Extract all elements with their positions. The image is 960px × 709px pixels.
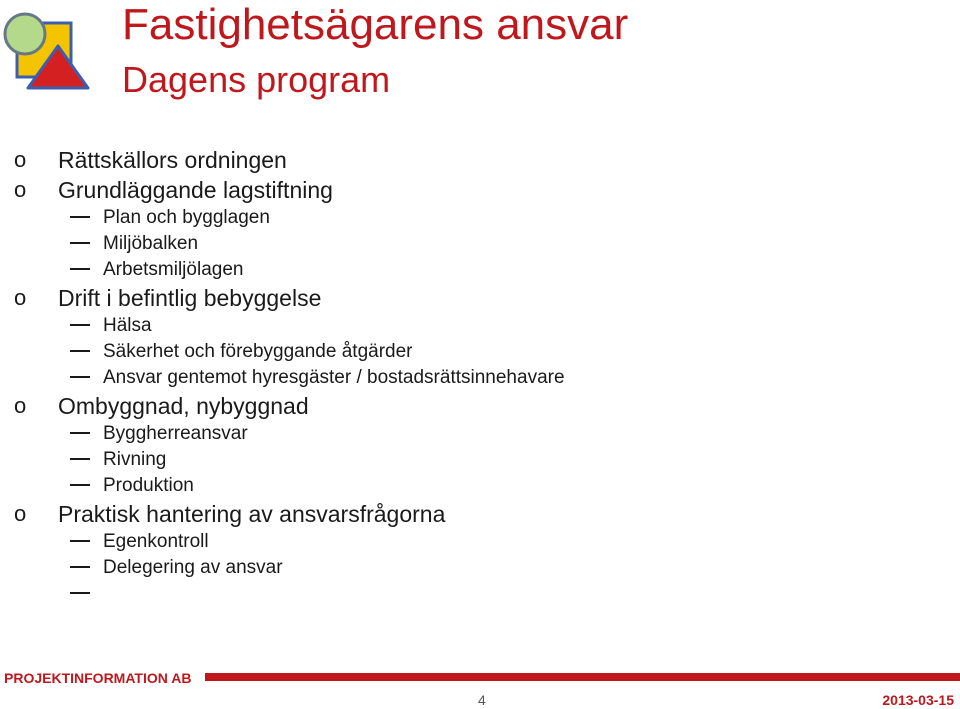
slide-subtitle: Dagens program — [122, 59, 391, 100]
agenda-item-text: Hälsa — [103, 315, 152, 336]
footer-divider-bar — [205, 673, 960, 681]
agenda-item-text: Drift i befintlig bebyggelse — [58, 285, 322, 311]
agenda-subitem — [0, 338, 960, 364]
agenda-item-text: Rivning — [103, 449, 167, 470]
dash-bullet-icon — [70, 350, 90, 352]
dash-bullet-icon — [70, 484, 90, 486]
agenda-subitem — [0, 364, 960, 390]
agenda-subitem — [0, 420, 960, 446]
agenda-subitem — [0, 204, 960, 230]
dash-bullet-icon — [70, 268, 90, 270]
dash-bullet-icon — [70, 540, 90, 542]
circle-bullet-icon: o — [14, 393, 27, 418]
agenda-subitem — [0, 446, 960, 472]
dash-bullet-icon — [70, 458, 90, 460]
agenda-item — [0, 282, 960, 312]
agenda-item — [0, 390, 960, 420]
agenda-item-text: Rättskällors ordningen — [58, 147, 287, 173]
circle-bullet-icon: o — [14, 147, 27, 172]
agenda-subitem — [0, 472, 960, 498]
agenda-item-text: Produktion — [103, 475, 194, 496]
shapes-logo-icon — [0, 4, 95, 94]
agenda-item — [0, 144, 960, 174]
agenda-list — [0, 144, 960, 606]
dash-bullet-icon — [70, 592, 90, 594]
dash-bullet-icon — [70, 432, 90, 434]
agenda-item-text: Miljöbalken — [103, 233, 199, 254]
agenda-item-text: Säkerhet och förebyggande åtgärder — [103, 341, 413, 362]
page-number: 4 — [478, 692, 486, 708]
agenda-item-text: Grundläggande lagstiftning — [58, 177, 333, 203]
dash-bullet-icon — [70, 376, 90, 378]
dash-bullet-icon — [70, 216, 90, 218]
agenda-item-text: Byggherreansvar — [103, 423, 248, 444]
agenda-item-text: Plan och bygglagen — [103, 207, 270, 228]
circle-bullet-icon: o — [14, 501, 27, 526]
agenda-subitem — [0, 528, 960, 554]
slide-title: Fastighetsägarens ansvar — [122, 0, 629, 49]
circle-bullet-icon: o — [14, 285, 27, 310]
footer-company: PROJEKTINFORMATION AB — [4, 670, 192, 686]
agenda-subitem — [0, 256, 960, 282]
agenda-subitem — [0, 312, 960, 338]
agenda-item-text: Ansvar gentemot hyresgäster / bostadsrättsinnehavare — [103, 367, 565, 388]
agenda-item-text: Egenkontroll — [103, 531, 209, 552]
agenda-item — [0, 498, 960, 528]
agenda-subitem — [0, 554, 960, 580]
agenda-item-text: Delegering av ansvar — [103, 557, 283, 578]
agenda-item-text: Ombyggnad, nybyggnad — [58, 393, 309, 419]
agenda-subitem — [0, 580, 960, 606]
footer-date: 2013-03-15 — [882, 692, 954, 708]
agenda-item-text: Praktisk hantering av ansvarsfrågorna — [58, 501, 446, 527]
agenda-item-text: Arbetsmiljölagen — [103, 259, 244, 280]
circle-bullet-icon: o — [14, 177, 27, 202]
dash-bullet-icon — [70, 324, 90, 326]
dash-bullet-icon — [70, 566, 90, 568]
agenda-item — [0, 174, 960, 204]
dash-bullet-icon — [70, 242, 90, 244]
agenda-subitem — [0, 230, 960, 256]
